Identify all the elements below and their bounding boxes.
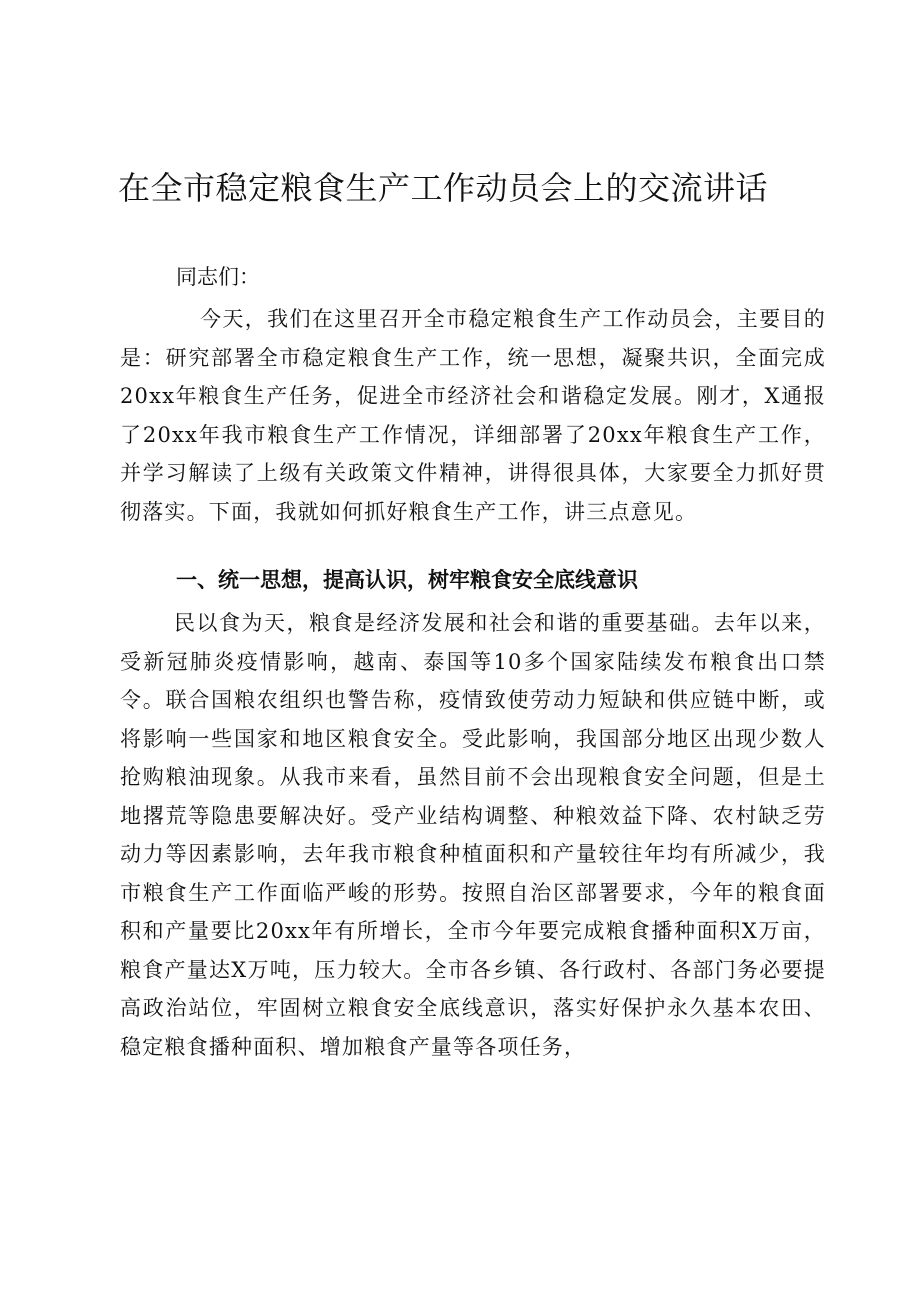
paragraph-section-1: 民以食为天，粮食是经济发展和社会和谐的重要基础。去年以来，受新冠肺炎疫情影响，越南、泰国等10多个国家陆续发布粮食出口禁令。联合国粮农组织也警告称，疫情致使劳动力短缺和供应链中断，或将影响一些国家和地区粮食安全。受此影响，我国部分地区出现少数人抢购粮油现象。从我市来看，虽然目前不会出现粮食安全问题，但是土地撂荒等隐患要解决好。受产业结构调整、种粮效益下降、农村缺乏劳动力等因素影响，去年我市粮食种植面积和产量较往年均有所减少，我市粮食生产工作面临严峻的形势。按照自治区部署要求，今年的粮食面积和产量要比20xx年有所增长，全市今年要完成粮食播种面积X万亩，粮食产量达X万吨，压力较大。全市各乡镇、各行政村、各部门务必要提高政治站位，牢固树立粮食安全底线意识，落实好保护永久基本农田、稳定粮食播种面积、增加粮食产量等各项任务， (120, 611, 826, 1059)
document-title: 在全市稳定粮食生产工作动员会上的交流讲话 (118, 169, 769, 207)
section-heading-1: 一、统一思想，提高认识，树牢粮食安全底线意识 (176, 568, 638, 592)
paragraph-intro: 今天，我们在这里召开全市稳定粮食生产工作动员会，主要目的是：研究部署全市稳定粮食生产工作，统一思想，凝聚共识，全面完成20xx年粮食生产任务，促进全市经济社会和谐稳定发展。刚才，X通报了20xx年我市粮食生产工作情况，详细部署了20xx年粮食生产工作，并学习解读了上级有关政策文件精神，讲得很具体，大家要全力抓好贯彻落实。下面，我就如何抓好粮食生产工作，讲三点意见。 (120, 307, 826, 524)
salutation: 同志们： (176, 265, 260, 289)
